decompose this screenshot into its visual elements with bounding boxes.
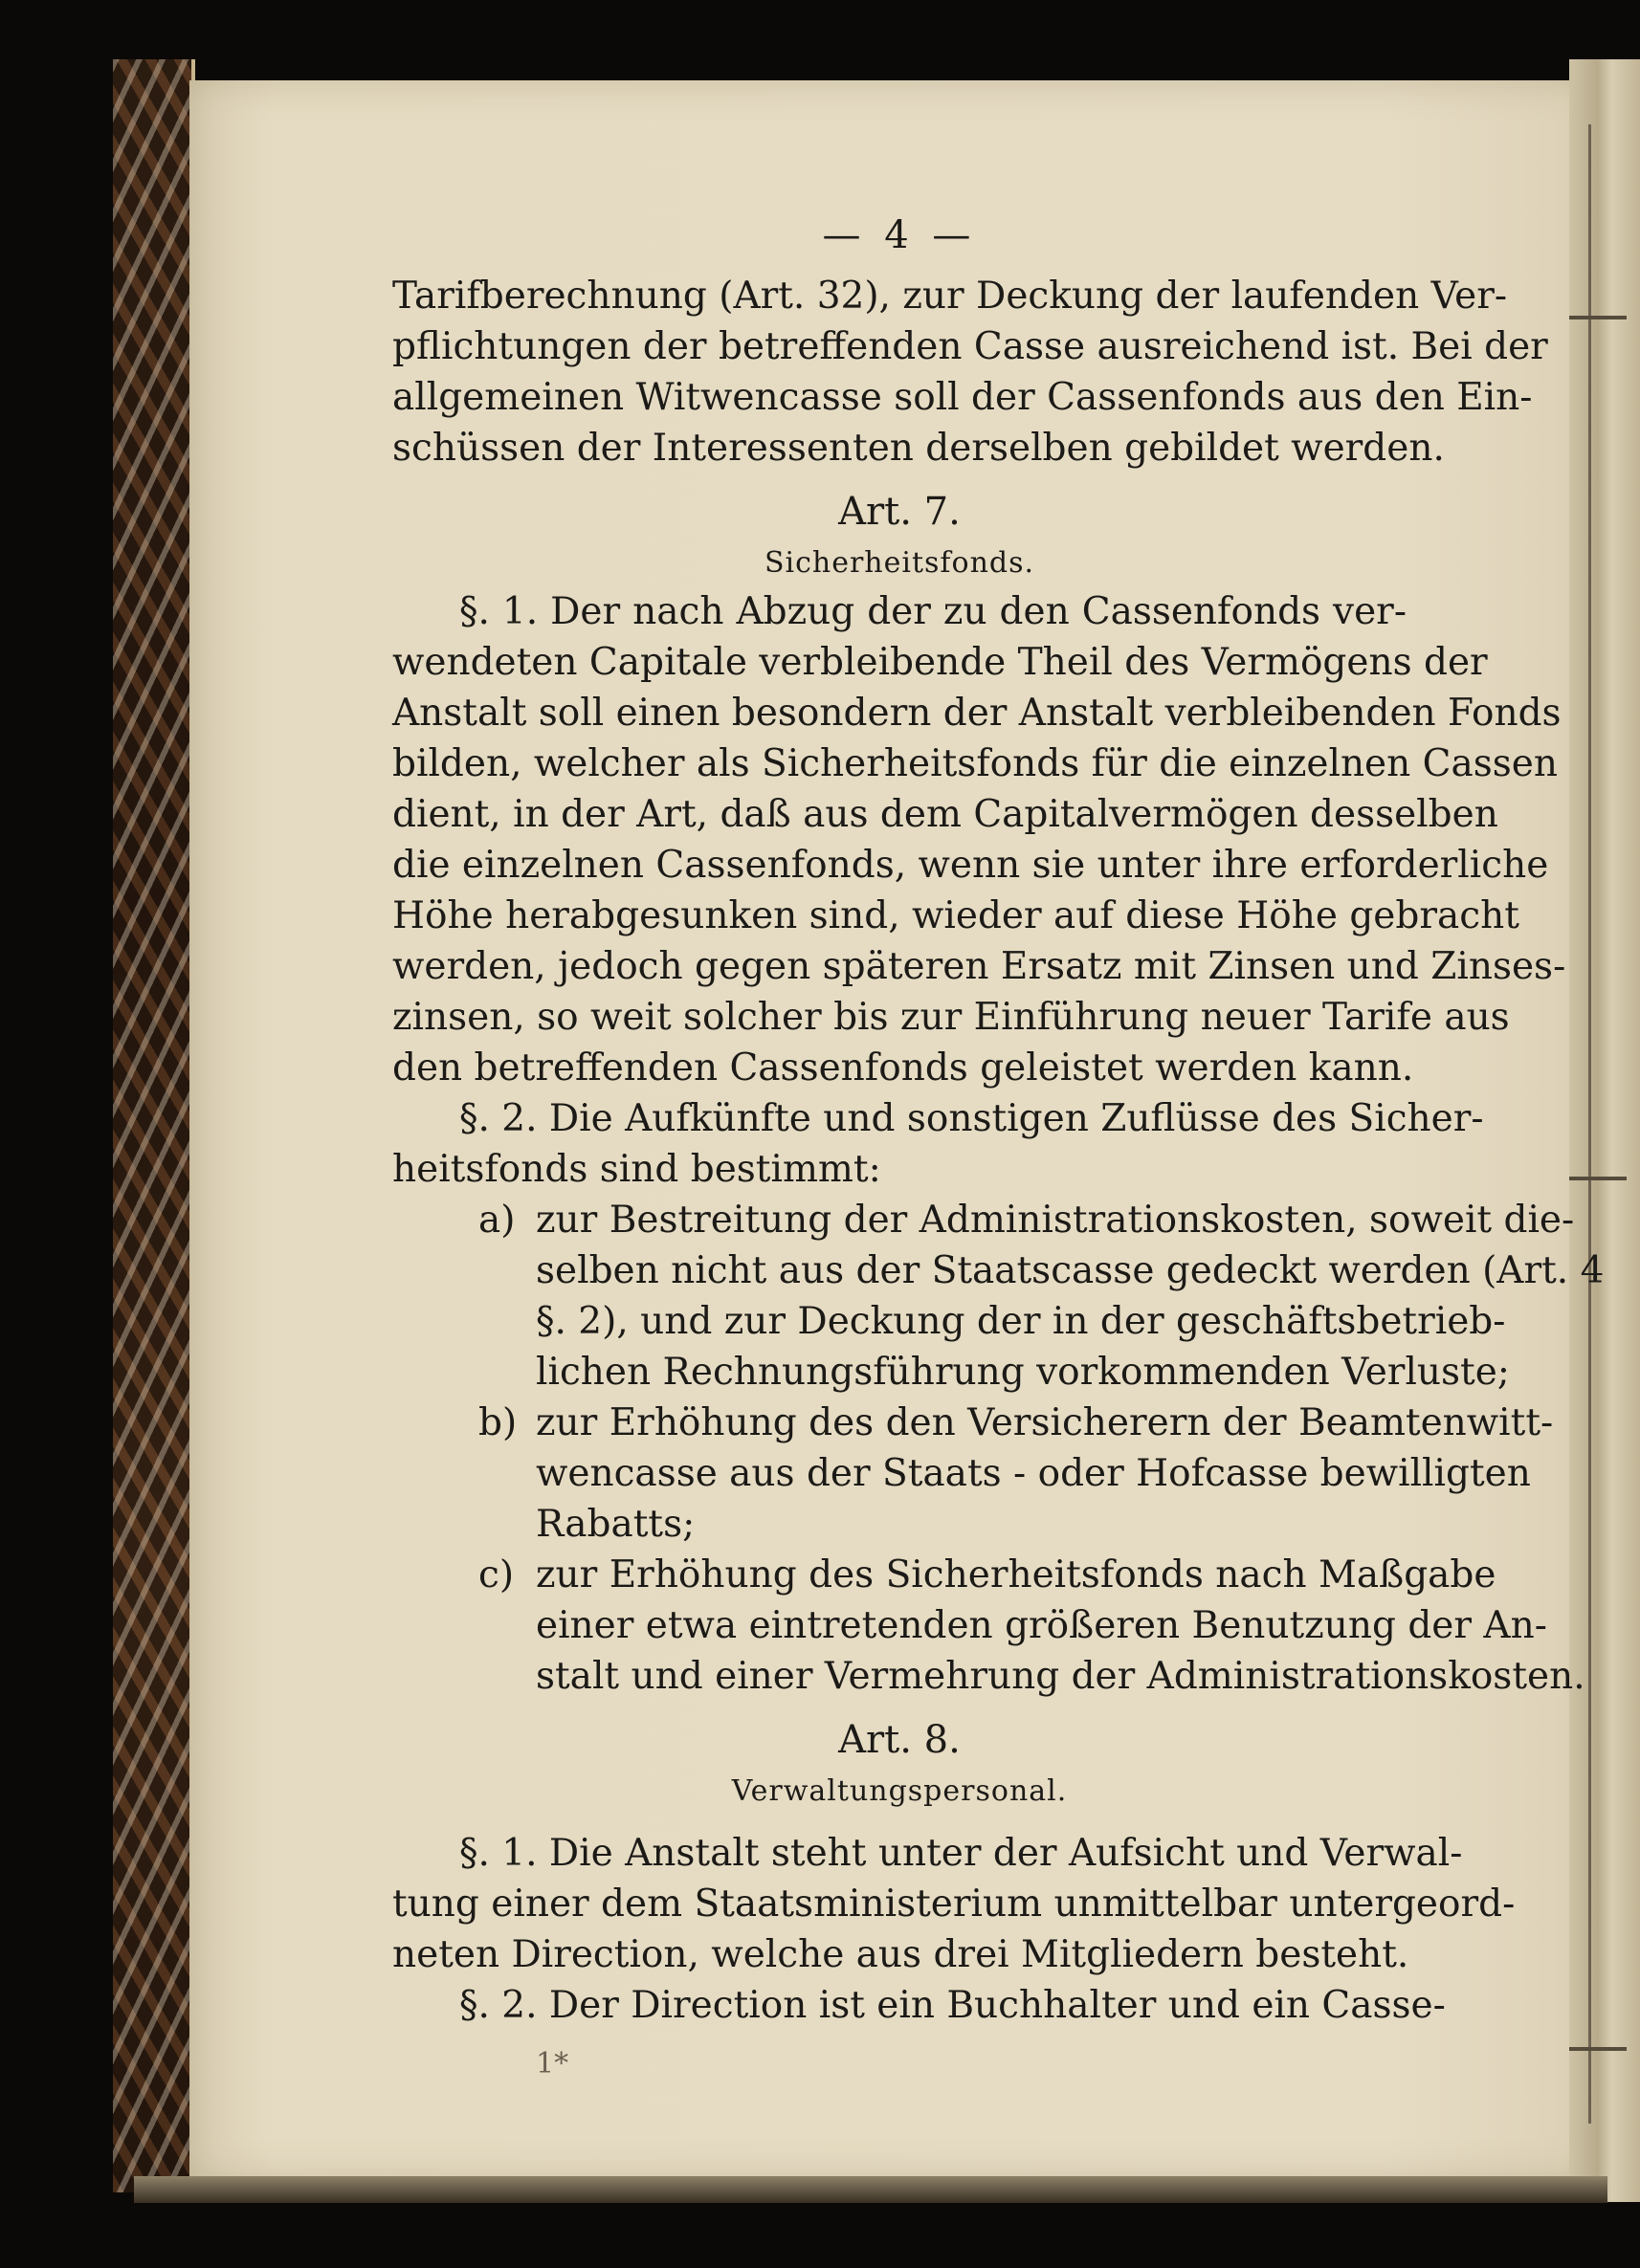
binding-line xyxy=(1588,124,1591,2124)
text-line: §. 2), und zur Deckung der in der geschäftsbetrieb- xyxy=(536,1300,1506,1343)
paragraph-art8-1 xyxy=(392,1828,1516,1980)
text-line: c) zur Erhöhung des Sicherheitsfonds nach Maßgabe xyxy=(392,1550,1407,1600)
text-line: selben nicht aus der Staatscasse gedeckt werden (Art. 4 xyxy=(536,1249,1605,1292)
text-line: §. 1. Der nach Abzug der zu den Cassenfonds ver- xyxy=(459,590,1407,633)
text-line: a) zur Bestreitung der Administrationskosten, soweit die- xyxy=(392,1195,1407,1245)
list-label: a) xyxy=(478,1199,516,1242)
text-line: zinsen, so weit solcher bis zur Einführung neuer Tarife aus xyxy=(392,996,1510,1039)
list-item xyxy=(392,1398,1554,1550)
text-line: lichen Rechnungsführung vorkommenden Verluste; xyxy=(536,1351,1510,1394)
text-line: den betreffenden Cassenfonds geleistet werden kann. xyxy=(392,1046,1414,1090)
list-label: c) xyxy=(478,1553,515,1596)
text-line: Anstalt soll einen besondern der Anstalt verbleibenden Fonds xyxy=(392,692,1562,735)
text-line: Rabatts; xyxy=(536,1503,696,1546)
text-line: §. 2. Der Direction ist ein Buchhalter und ein Casse- xyxy=(459,1984,1446,2027)
page-number: — 4 — xyxy=(822,213,977,257)
article-subheading: Verwaltungspersonal. xyxy=(731,1774,1068,1808)
text-line: wendeten Capitale verbleibende Theil des Vermögens der xyxy=(392,641,1488,684)
text-line: §. 1. Die Anstalt steht unter der Aufsicht und Verwal- xyxy=(459,1832,1463,1875)
text-line: tung einer dem Staatsministerium unmittelbar untergeord- xyxy=(392,1883,1516,1926)
signature-mark: 1* xyxy=(536,2047,569,2081)
text-line: die einzelnen Cassenfonds, wenn sie unter ihre erforderliche xyxy=(392,844,1549,887)
book-bottom-edge xyxy=(134,2176,1607,2203)
text-line: stalt und einer Vermehrung der Administrationskosten. xyxy=(536,1655,1585,1698)
list-item xyxy=(392,1195,1605,1398)
text-line: §. 2. Die Aufkünfte und sonstigen Zuflüsse des Sicher- xyxy=(459,1097,1484,1140)
text-line: pflichtungen der betreffenden Casse ausreichend ist. Bei der xyxy=(392,325,1548,368)
text-line: werden, jedoch gegen späteren Ersatz mit Zinsen und Zinses- xyxy=(392,945,1566,988)
article-subheading: Sicherheitsfonds. xyxy=(764,546,1035,580)
text-line: allgemeinen Witwencasse soll der Cassenfonds aus den Ein- xyxy=(392,376,1533,419)
binding-stitch xyxy=(1569,316,1627,319)
paragraph-art8-2 xyxy=(392,1980,1446,2031)
text-line: einer etwa eintretenden größeren Benutzung der An- xyxy=(536,1604,1547,1647)
binding-stitch xyxy=(1569,1177,1627,1180)
text-line: Tarifberechnung (Art. 32), zur Deckung der laufenden Ver- xyxy=(392,275,1508,318)
marbled-book-cover xyxy=(113,59,195,2192)
text-line: b) zur Erhöhung des den Versicherern der Beamtenwitt- xyxy=(392,1398,1407,1448)
page-text xyxy=(392,210,1605,2089)
list-item xyxy=(392,1550,1585,1702)
text-line: neten Direction, welche aus drei Mitgliedern besteht. xyxy=(392,1933,1409,1976)
text-line: bilden, welcher als Sicherheitsfonds für die einzelnen Cassen xyxy=(392,742,1558,785)
text-line: schüssen der Interessenten derselben gebildet werden. xyxy=(392,427,1445,470)
intro-paragraph xyxy=(392,271,1548,473)
book-gutter xyxy=(1569,59,1640,2202)
text-line: dient, in der Art, daß aus dem Capitalvermögen desselben xyxy=(392,793,1498,836)
binding-stitch xyxy=(1569,2047,1627,2051)
article-heading: Art. 8. xyxy=(838,1718,961,1762)
text-line: Höhe herabgesunken sind, wieder auf diese Höhe gebracht xyxy=(392,894,1519,937)
paragraph-art7-1 xyxy=(392,586,1566,1093)
paragraph-art7-2 xyxy=(392,1093,1484,1195)
article-heading: Art. 7. xyxy=(838,490,961,534)
text-line: wencasse aus der Staats - oder Hofcasse bewilligten xyxy=(536,1452,1531,1495)
text-line: heitsfonds sind bestimmt: xyxy=(392,1148,881,1191)
list-label: b) xyxy=(478,1401,518,1444)
